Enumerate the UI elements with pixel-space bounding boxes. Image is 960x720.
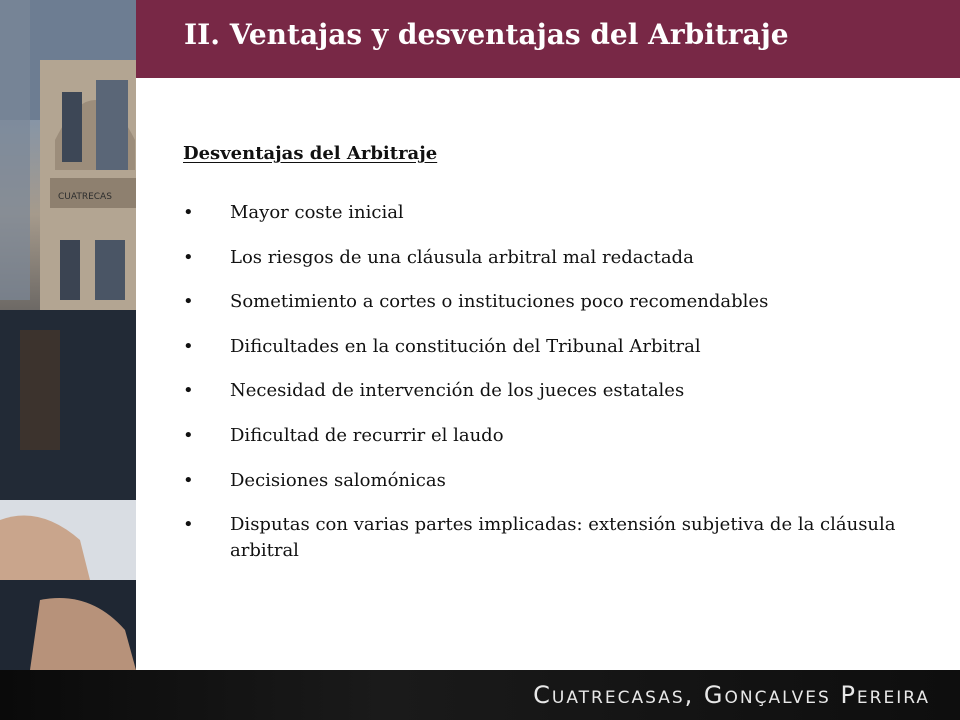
bullet-icon: •	[183, 246, 194, 268]
bullet-list	[183, 200, 923, 583]
list-item	[183, 512, 923, 564]
section-heading: Desventajas del Arbitraje	[183, 143, 438, 164]
list-item-text: Disputas con varias partes implicadas: extensión subjetiva de la cláusula arbitral	[230, 514, 896, 562]
list-item	[183, 378, 923, 404]
list-item	[183, 334, 923, 360]
brand-logo: Cuatrecasas, Gonçalves Pereira	[533, 681, 930, 709]
list-item	[183, 245, 923, 271]
list-item-text: Los riesgos de una cláusula arbitral mal redactada	[230, 246, 694, 268]
bullet-icon: •	[183, 380, 194, 402]
slide-title: II. Ventajas y desventajas del Arbitraje	[184, 18, 789, 51]
bullet-icon: •	[183, 424, 194, 446]
building-sign: CUATRECAS	[58, 192, 112, 202]
list-item	[183, 468, 923, 494]
list-item	[183, 289, 923, 315]
list-item-text: Dificultad de recurrir el laudo	[230, 424, 504, 446]
list-item	[183, 423, 923, 449]
building-photo-illustration	[0, 0, 136, 670]
bullet-icon: •	[183, 514, 194, 536]
list-item-text: Decisiones salomónicas	[230, 469, 446, 491]
building-photo	[0, 0, 136, 670]
bullet-icon: •	[183, 202, 194, 223]
list-item	[183, 200, 923, 226]
bullet-icon: •	[183, 291, 194, 313]
list-item-text: Necesidad de intervención de los jueces estatales	[230, 380, 685, 402]
list-item-text: Mayor coste inicial	[230, 202, 404, 223]
bullet-icon: •	[183, 469, 194, 491]
list-item-text: Dificultades en la constitución del Tribunal Arbitral	[230, 335, 701, 357]
list-item-text: Sometimiento a cortes o instituciones poco recomendables	[230, 291, 769, 313]
bullet-icon: •	[183, 335, 194, 357]
